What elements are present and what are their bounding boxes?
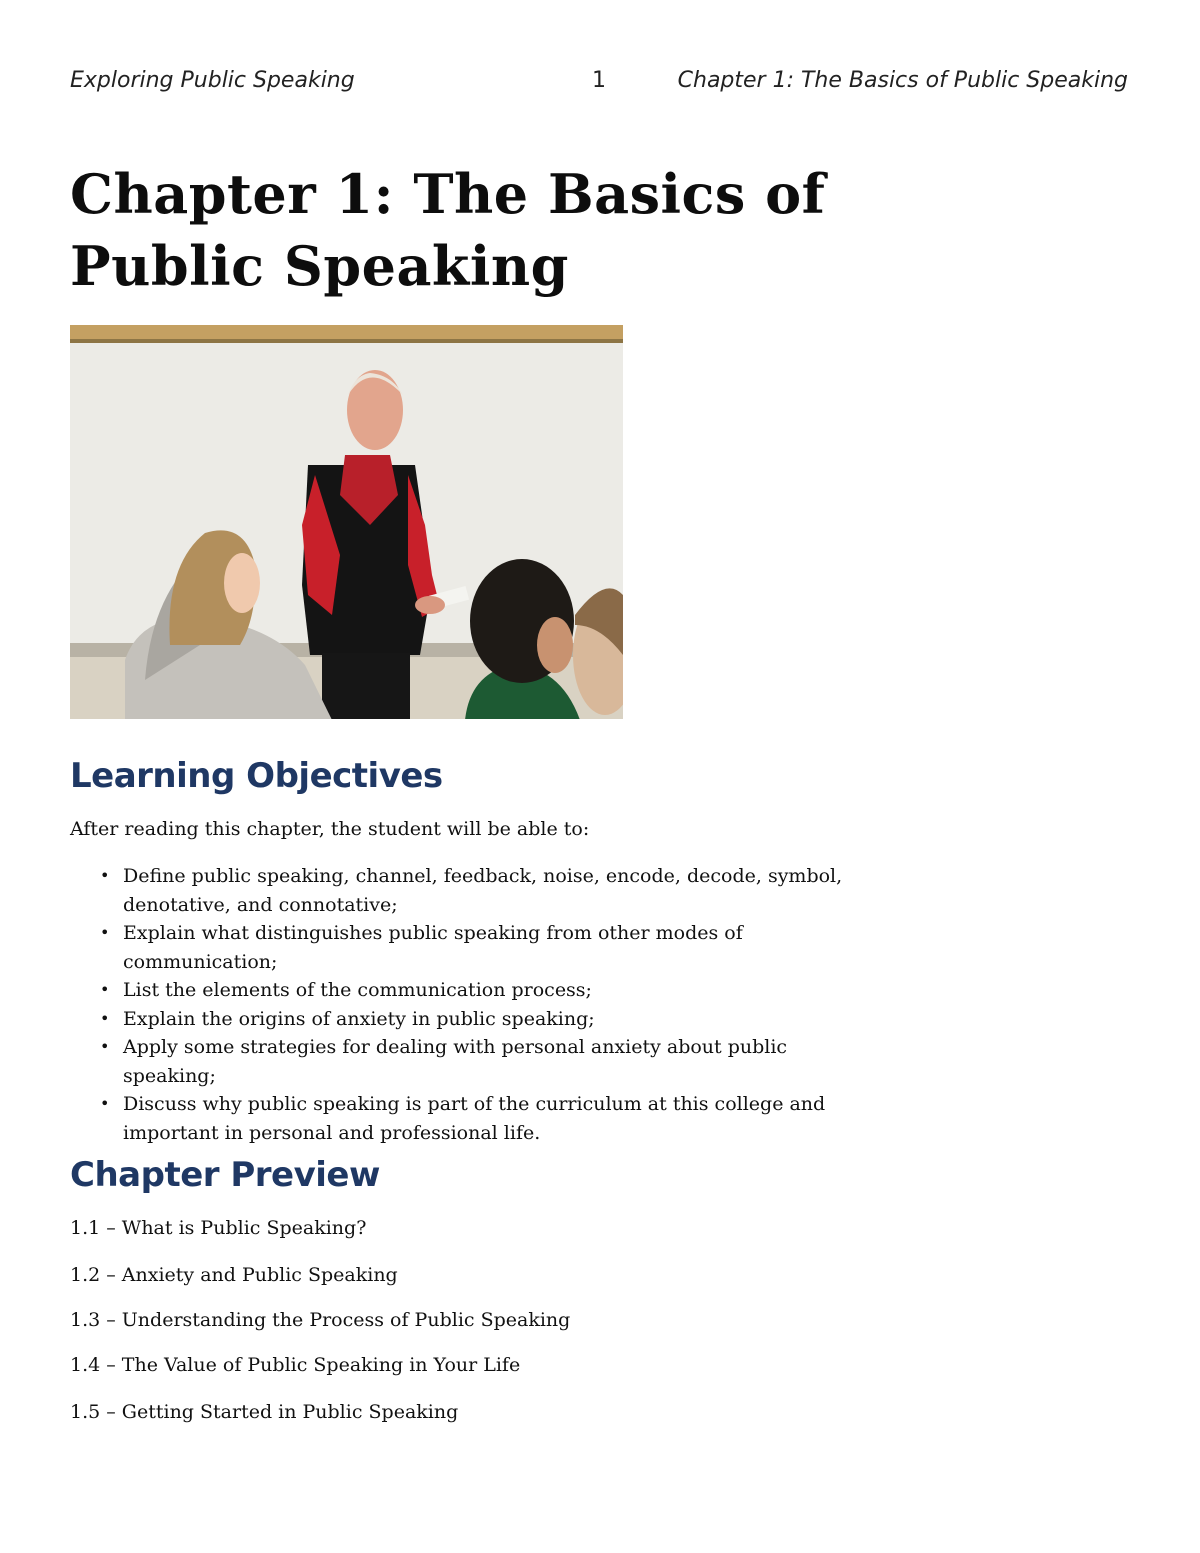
list-item: • Explain the origins of anxiety in public speaking; <box>100 1005 860 1034</box>
objectives-list <box>100 862 860 1147</box>
running-header-chapter-title: Chapter 1: The Basics of Public Speaking <box>677 68 1128 93</box>
list-item: • List the elements of the communication process; <box>100 976 860 1005</box>
learning-objectives-heading: Learning Objectives <box>70 756 443 796</box>
running-header-book-title: Exploring Public Speaking <box>70 68 355 93</box>
preview-item: 1.2 – Anxiety and Public Speaking <box>70 1264 398 1286</box>
list-item: • Explain what distinguishes public speaking from other modes of communication; <box>100 919 860 976</box>
list-item: • Define public speaking, channel, feedback, noise, encode, decode, symbol, denotative, and connotative; <box>100 862 860 919</box>
preview-item: 1.4 – The Value of Public Speaking in Your Life <box>70 1354 521 1376</box>
list-item: • Discuss why public speaking is part of the curriculum at this college and important in personal and professional life. <box>100 1090 860 1147</box>
chapter-preview-heading: Chapter Preview <box>70 1155 380 1195</box>
page-number: 1 <box>592 68 606 93</box>
chapter-photo <box>70 325 623 719</box>
preview-item: 1.1 – What is Public Speaking? <box>70 1217 367 1239</box>
preview-item: 1.5 – Getting Started in Public Speaking <box>70 1401 459 1423</box>
chapter-title: Chapter 1: The Basics of Public Speaking <box>70 162 826 298</box>
objectives-intro: After reading this chapter, the student will be able to: <box>70 818 590 840</box>
list-item: • Apply some strategies for dealing with personal anxiety about public speaking; <box>100 1033 860 1090</box>
preview-item: 1.3 – Understanding the Process of Public Speaking <box>70 1309 571 1331</box>
